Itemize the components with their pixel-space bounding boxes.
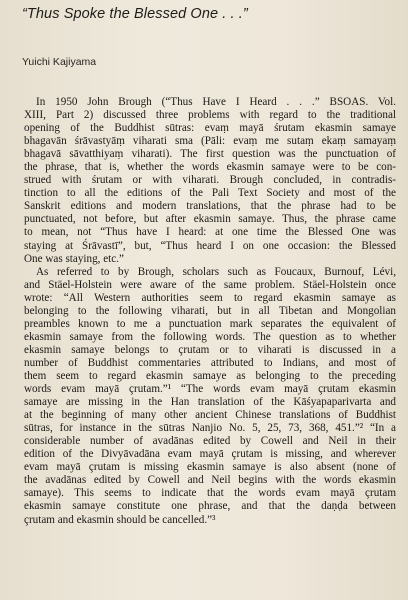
body-line: edition of the Divyāvadāna evam mayā çrutam is missing, and wherever <box>24 448 396 461</box>
body-line: samaye). This seems to indicate that the words evam mayā çrutam <box>24 487 396 500</box>
body-line: bhagavā sāvatthiyaṃ viharati). The first question was the punctuation of <box>24 148 396 161</box>
body-line: evam mayā çrutam is missing ekasmin samaye is also absent (none of <box>24 461 396 474</box>
body-line: to mean, not “Thus have I heard: at one time the Blessed One was <box>24 226 396 239</box>
body-line: them seem to regard ekasmin samaye as belonging to the preceding <box>24 369 396 382</box>
body-line: punctuated, not before, but after ekasmin samaye. Thus, the phrase came <box>24 213 396 226</box>
body-line: considerable number of avadānas edited by Cowell and Neil in their <box>24 435 396 448</box>
body-line: samaye are missing in the Han translation of the Kāśyapaparivarta and <box>24 396 396 409</box>
body-line: As referred to by Brough, scholars such as Foucaux, Burnouf, Lévi, <box>36 265 396 278</box>
body-line: ekasmin samaye constitute one phrase, and that the daṇḍa between <box>24 500 396 513</box>
body-line: wrote: “All Western authorities seem to regard ekasmin samaye as <box>24 291 396 304</box>
body-line: One was staying, etc.” <box>24 252 124 265</box>
body-line: sūtras, for instance in the sūtras Nanjio No. 5, 25, 73, 368, 451.”² “In a <box>24 422 396 435</box>
body-line: Sanskrit editions and modern translations, that the phrase had to be <box>24 200 396 213</box>
body-line: In 1950 John Brough (“Thus Have I Heard . . .” BSOAS. Vol. <box>36 96 396 108</box>
body-line: number of Buddhist commentaries attributed to Indians, and most of <box>24 356 396 369</box>
body-line: bhagavān śrāvastyāṃ viharati sma (Pāli: evaṃ me sutaṃ ekaṃ samayaṃ <box>24 135 396 148</box>
body-line: XIII, Part 2) discussed three problems with regard to the traditional <box>24 109 396 122</box>
body-line: tinction to all the editions of the Pali Text Society and most of the <box>24 187 396 200</box>
article-title: “Thus Spoke the Blessed One . . .” <box>22 6 248 22</box>
body-line: words evam mayā çrutam.”¹ “The words evam mayā çrutam ekasmin <box>24 383 396 396</box>
body-line: belonging to the following viharati, but in all Tibetan and Mongolian <box>24 304 396 317</box>
body-line: opening of the Buddhist sūtras: evaṃ mayā śrutam ekasmin samaye <box>24 122 396 135</box>
body-line: staying at Śrāvastī”, but, “Thus heard I on one occasion: the Blessed <box>24 239 396 252</box>
article-author: Yuichi Kajiyama <box>22 56 97 68</box>
body-line: and Stäel-Holstein were aware of the same problem. Stäel-Holstein once <box>24 278 396 291</box>
body-line: the phrase, that is, whether the words ekasmin samaye were to be con- <box>24 161 396 174</box>
body-line: preambles known to me a punctuation mark separates the equivalent of <box>24 317 396 330</box>
article-body <box>24 96 396 527</box>
body-line: çrutam and ekasmin should be cancelled.”³ <box>24 513 216 526</box>
body-line: ekasmin samaye from the following words. The question as to whether <box>24 330 396 343</box>
body-line: ekasmin samaye belongs to çrutam or to viharati is discussed in a <box>24 343 396 356</box>
body-line: strued with śrutam or with viharati. Brough concluded, in contradis- <box>24 174 396 187</box>
body-line: at the beginning of many other ancient Chinese translations of Buddhist <box>24 409 396 422</box>
body-line: the avadānas edited by Cowell and Neil begins with the words ekasmin <box>24 474 396 487</box>
